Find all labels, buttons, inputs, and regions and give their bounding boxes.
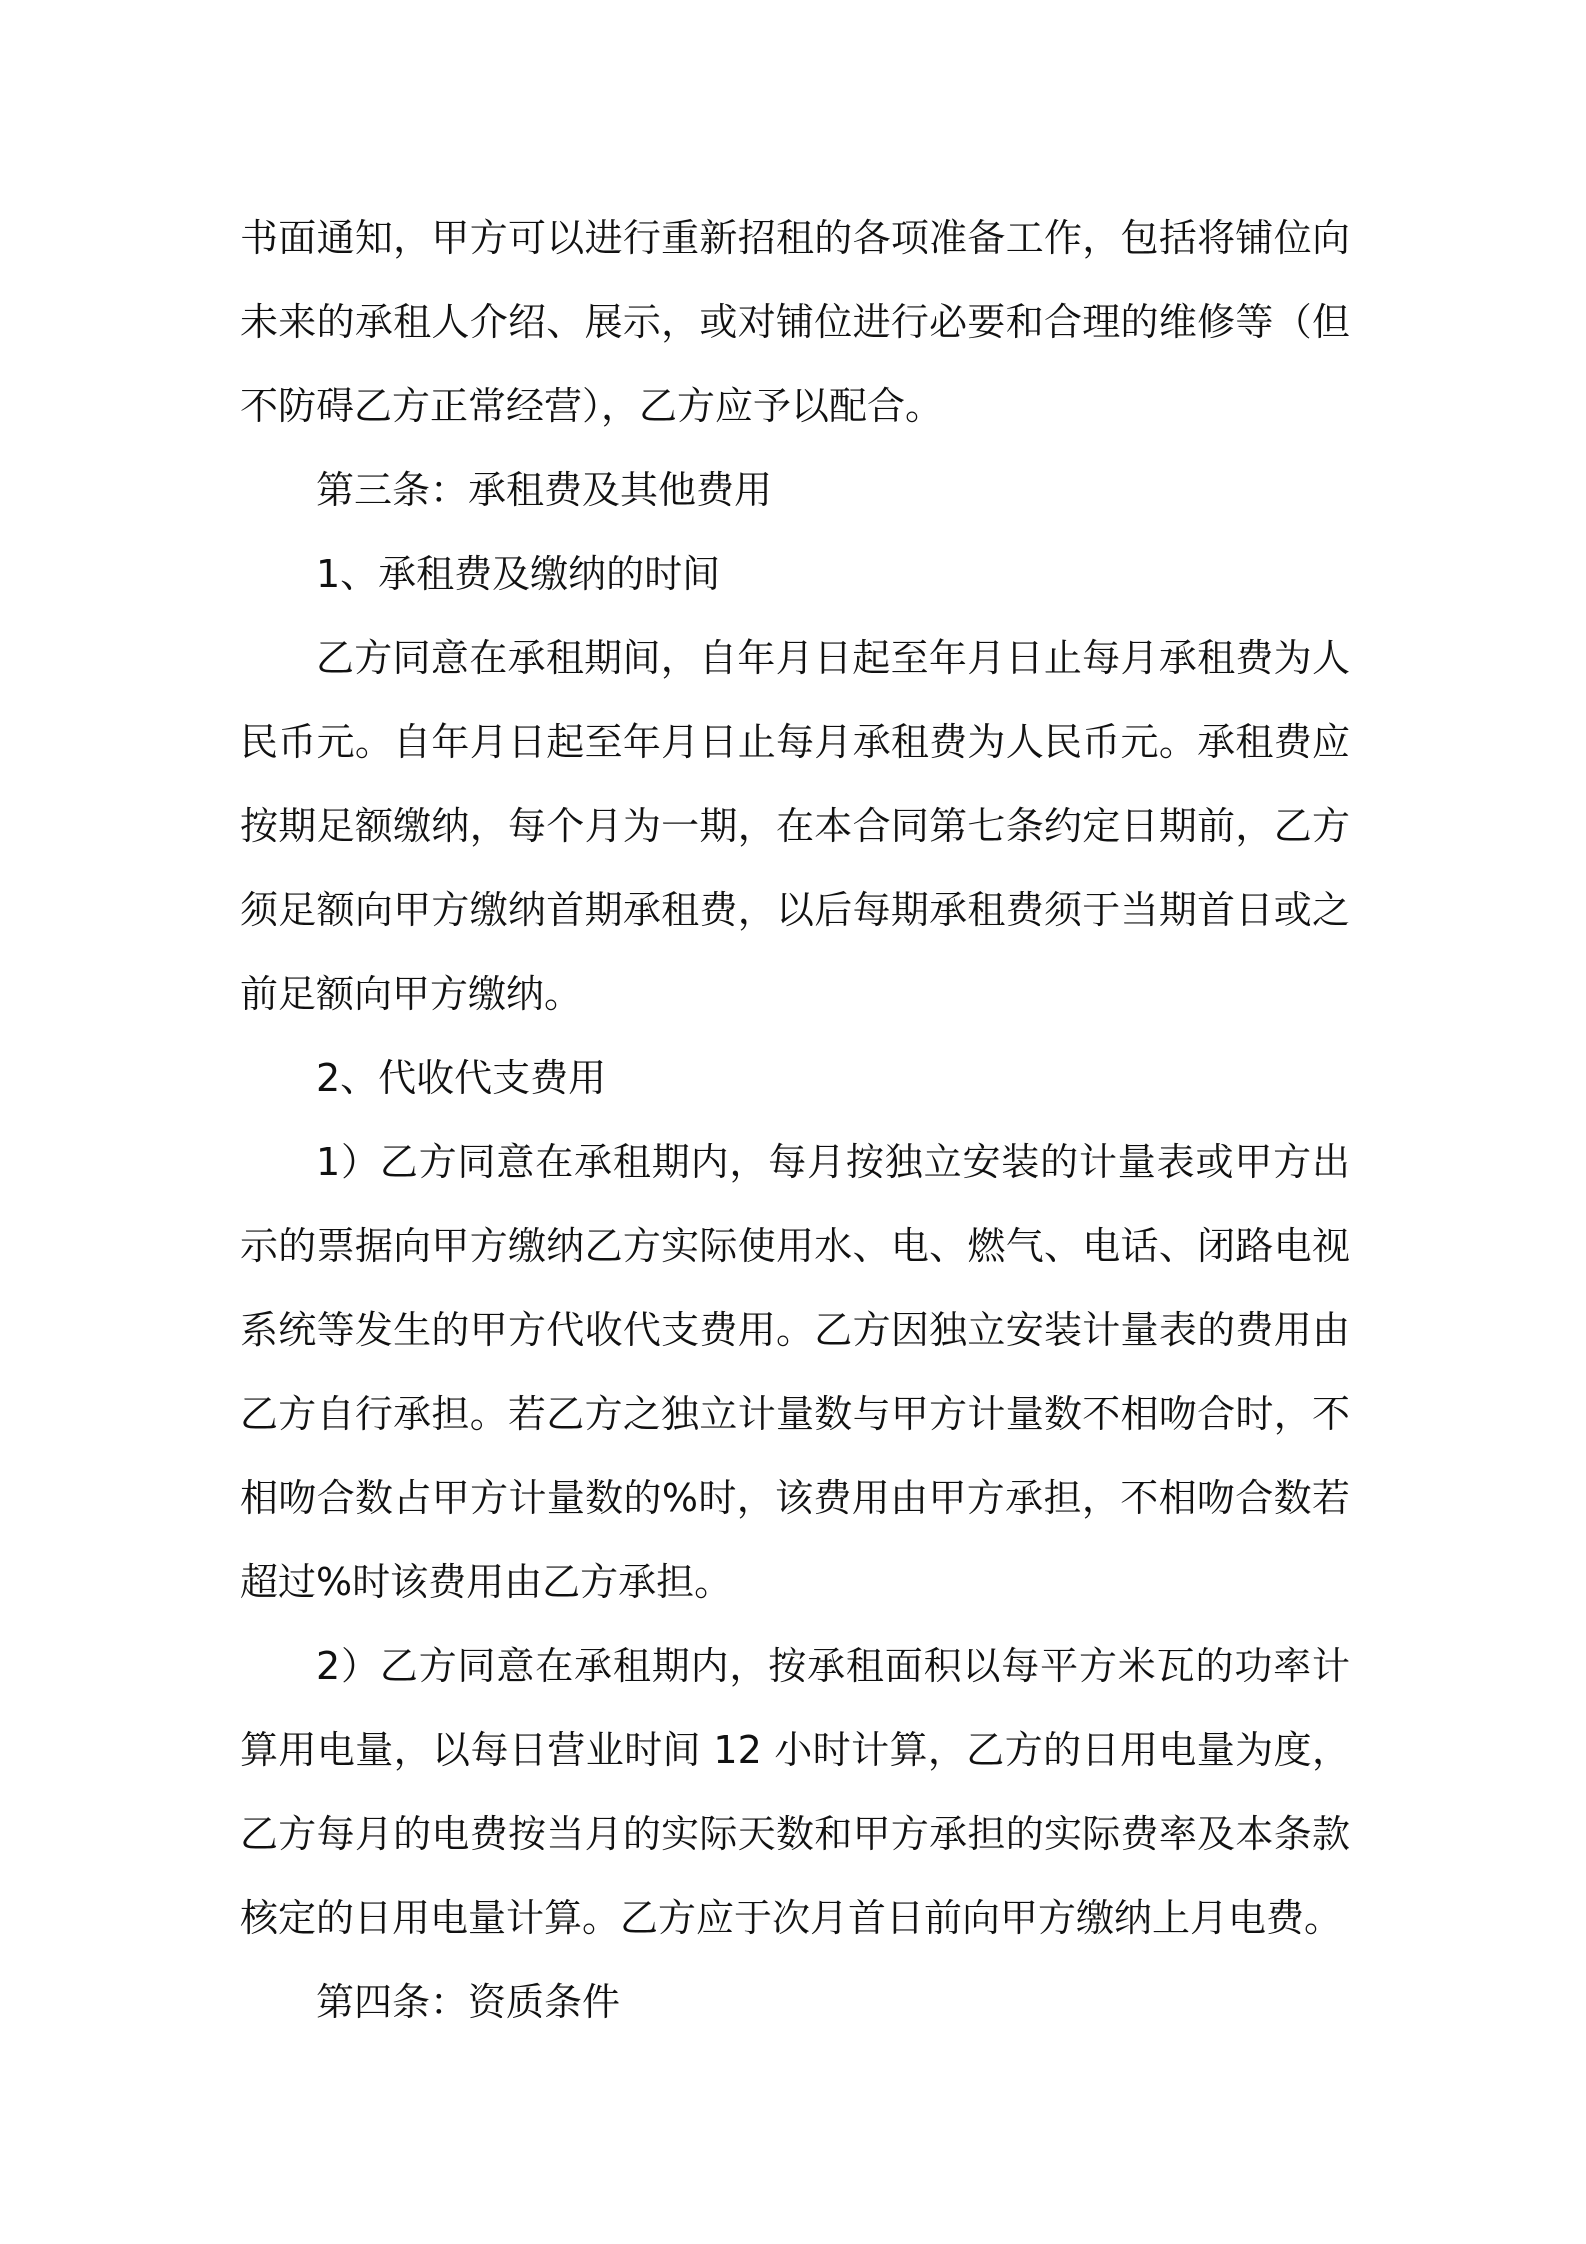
section-heading-article-3: 第三条：承租费及其他费用 — [316, 468, 773, 512]
paragraph-rent-terms: 乙方同意在承租期间，自年月日起至年月日止每月承租费为人民币元。自年月日起至年月日止每月承租费为人民币元。承租费应按期足额缴纳，每个月为一期，在本合同第七条约定日期前，乙方须足额向甲方缴纳首期承租费，以后每期承租费须于当期首日或之前足额向甲方缴纳。 — [240, 636, 1350, 1016]
paragraph-notice-continuation: 书面通知，甲方可以进行重新招租的各项准备工作，包括将铺位向未来的承租人介绍、展示，或对铺位进行必要和合理的维修等（但不防碍乙方正常经营），乙方应予以配合。 — [240, 216, 1350, 428]
subheading-rent-payment: 1、承租费及缴纳的时间 — [316, 552, 721, 596]
paragraph-utility-fees: 1）乙方同意在承租期内，每月按独立安装的计量表或甲方出示的票据向甲方缴纳乙方实际使用水、电、燃气、电话、闭路电视系统等发生的甲方代收代支费用。乙方因独立安装计量表的费用由乙方自行承担。若乙方之独立计量数与甲方计量数不相吻合时，不相吻合数占甲方计量数的%时，该费用由甲方承担，不相吻合数若超过%时该费用由乙方承担。 — [240, 1140, 1350, 1604]
paragraph-electricity-fees: 2）乙方同意在承租期内，按承租面积以每平方米瓦的功率计算用电量，以每日营业时间 12 小时计算，乙方的日用电量为度，乙方每月的电费按当月的实际天数和甲方承担的实际费率及本条款核定的日用电量计算。乙方应于次月首日前向甲方缴纳上月电费。 — [240, 1644, 1350, 1940]
section-heading-article-4: 第四条：资质条件 — [316, 1980, 621, 2024]
subheading-collected-fees: 2、代收代支费用 — [316, 1056, 607, 1100]
document-body — [240, 196, 1350, 2044]
